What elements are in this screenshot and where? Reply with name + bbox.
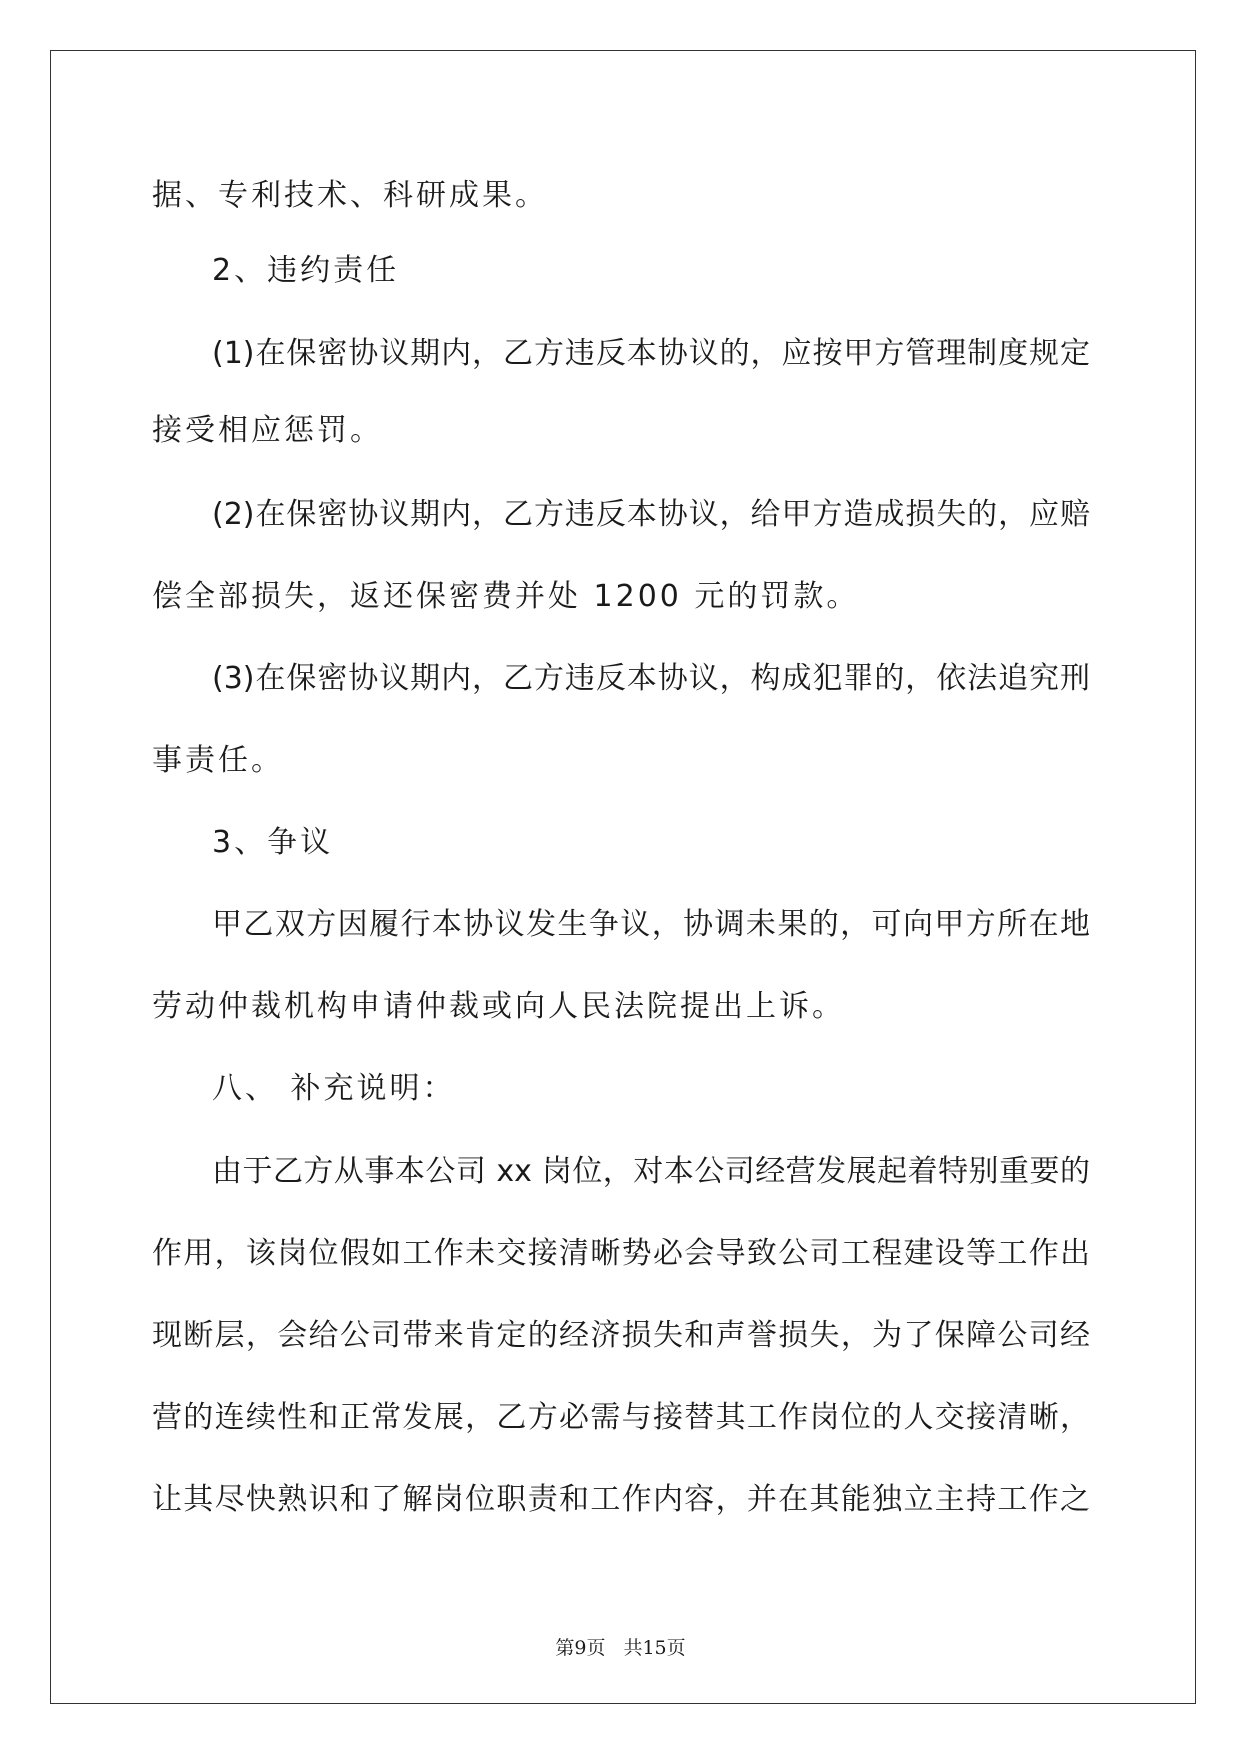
page-border: [50, 50, 1196, 1704]
text-line: 据、专利技术、科研成果。: [152, 178, 548, 213]
page-footer: [0, 1636, 1241, 1660]
text-line: 让其尽快熟识和了解岗位职责和工作内容，并在其能独立主持工作之: [152, 1482, 1090, 1517]
text-line: 接受相应惩罚。: [152, 413, 383, 448]
text-line: 营的连续性和正常发展，乙方必需与接替其工作岗位的人交接清晰，: [152, 1400, 1090, 1435]
text-line: (2)在保密协议期内，乙方违反本协议，给甲方造成损失的，应赔: [212, 497, 1090, 532]
text-line: 甲乙双方因履行本协议发生争议，协调未果的，可向甲方所在地: [212, 907, 1090, 942]
text-line: 作用，该岗位假如工作未交接清晰势必会导致公司工程建设等工作出: [152, 1236, 1090, 1271]
page-number-total: 共15页: [623, 1637, 686, 1659]
text-line: 2、违约责任: [212, 253, 400, 288]
text-line: 现断层，会给公司带来肯定的经济损失和声誉损失，为了保障公司经: [152, 1318, 1090, 1353]
text-line: (1)在保密协议期内，乙方违反本协议的，应按甲方管理制度规定: [212, 336, 1090, 371]
text-line: 由于乙方从事本公司 xx 岗位，对本公司经营发展起着特别重要的: [212, 1154, 1090, 1189]
text-line: 3、争议: [212, 825, 334, 860]
text-line: (3)在保密协议期内，乙方违反本协议，构成犯罪的，依法追究刑: [212, 661, 1090, 696]
text-line: 事责任。: [152, 743, 284, 778]
page-number-current: 第9页: [555, 1637, 606, 1659]
section-heading: 八、 补充说明：: [212, 1071, 456, 1106]
text-line: 劳动仲裁机构申请仲裁或向人民法院提出上诉。: [152, 989, 845, 1024]
text-line: 偿全部损失，返还保密费并处 1200 元的罚款。: [152, 579, 860, 614]
